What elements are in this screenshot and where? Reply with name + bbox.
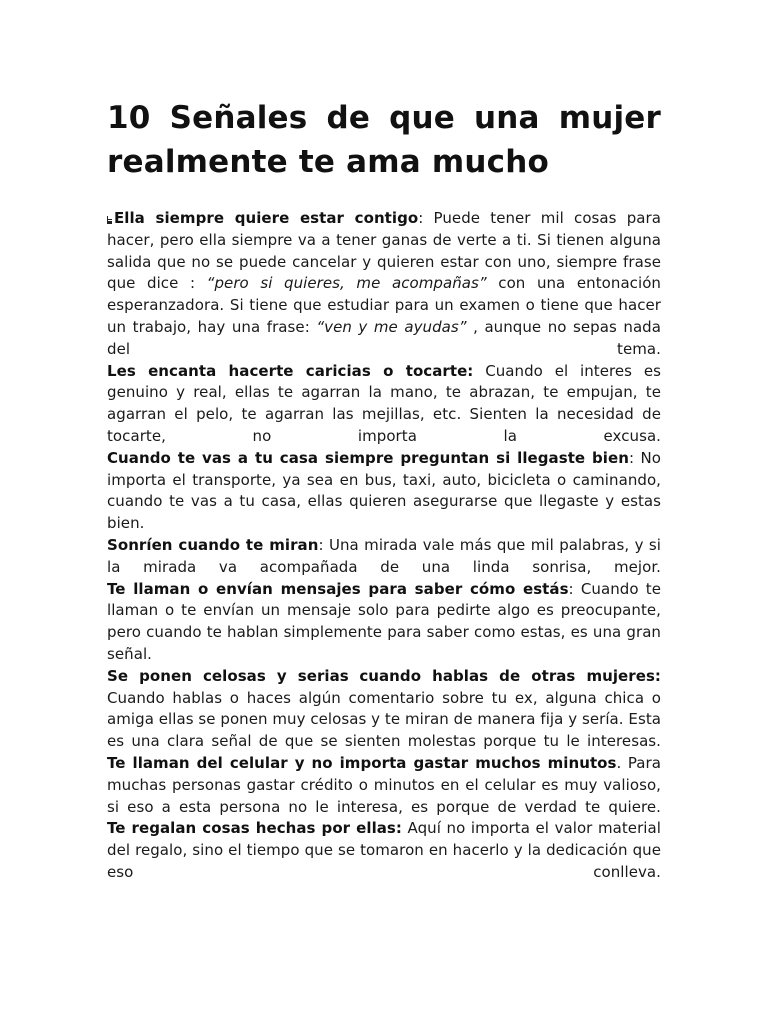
sign-1-text-b: con una entonación esperanzadora. Si tiene que estudiar para un examen o tiene que hacer un trabajo, hay una frase:: [107, 274, 661, 336]
sign-3-text: : No importa el transporte, ya sea en bus, taxi, auto, bicicleta o caminando, cuando te vas a tu casa, ellas quieren asegurarse que llegaste y estas bien.: [107, 448, 661, 533]
sign-5-heading: Te llaman o envían mensajes para saber cómo estás: [107, 579, 569, 598]
sign-1: [107, 208, 661, 361]
sign-1-text-a: Puede tener mil cosas para hacer, pero ella siempre va a tener ganas de verte a ti. Si tienen alguna salida que no se puede cancelar y quieren estar con uno, siempre frase que dice :: [107, 209, 661, 293]
sign-7-heading: Te llaman del celular y no importa gastar muchos minutos: [107, 753, 617, 772]
document-page: [107, 96, 661, 884]
sign-4-text: : Una mirada vale más que mil palabras, y si la mirada va acompañada de una linda sonrisa, mejor.: [107, 535, 661, 576]
sign-5: [107, 579, 661, 666]
sign-6-text: Cuando hablas o haces algún comentario sobre tu ex, alguna chica o amiga ellas se ponen muy celosas y te miran de manera fija y sería. Esta es una clara señal de que se sienten molestas porque tu le interesas.: [107, 688, 661, 751]
sign-1-heading: Ella siempre quiere estar contigo: [114, 209, 419, 227]
sign-2-heading: Les encanta hacerte caricias o tocarte:: [107, 361, 474, 380]
sign-2: [107, 361, 661, 448]
sign-4-heading: Sonríen cuando te miran: [107, 535, 319, 554]
sign-8-text: Aquí no importa el valor material del regalo, sino el tiempo que se tomaron en hacerlo y la dedicación que eso conlleva.: [107, 819, 661, 881]
sign-7: [107, 753, 661, 818]
page-title: 10 Señales de que una mujer realmente te ama mucho: [107, 100, 661, 180]
sign-1-separator: :: [418, 209, 424, 227]
sign-2-text: Cuando el interes es genuino y real, ellas te agarran la mano, te abrazan, te empujan, te agarran el pelo, te agarran las mejillas, etc. Sienten la necesidad de tocarte, no importa la excusa.: [107, 361, 662, 445]
sign-7-text: . Para muchas personas gastar crédito o minutos en el celular es muy valioso, si eso a esta persona no le interesa, es porque de verdad te quiere.: [107, 753, 661, 816]
sign-3: [107, 448, 661, 535]
sign-5-text: : Cuando te llaman o te envían un mensaje solo para pedirte algo es preocupante, pero cuando te hablan simplemente para saber como estas, es una gran señal.: [107, 579, 661, 663]
sign-1-quote-a: “pero si quieres, me acompañas”: [206, 274, 487, 293]
sign-1-text-c: , aunque no sepas nada del tema.: [107, 317, 661, 358]
bullet-icon: [107, 216, 112, 224]
sign-6: [107, 666, 661, 753]
sign-4: [107, 535, 661, 579]
sign-1-quote-b: “ven y me ayudas”: [316, 317, 467, 336]
sign-8-heading: Te regalan cosas hechas por ellas:: [107, 819, 402, 838]
sign-6-heading-a: Se ponen celosas y serias: [107, 666, 349, 685]
article-body: [107, 208, 661, 884]
sign-8: [107, 818, 661, 883]
sign-6-heading-b: cuando hablas de otras mujeres:: [359, 666, 661, 685]
sign-3-heading: Cuando te vas a tu casa siempre preguntan si llegaste bien: [107, 448, 629, 467]
